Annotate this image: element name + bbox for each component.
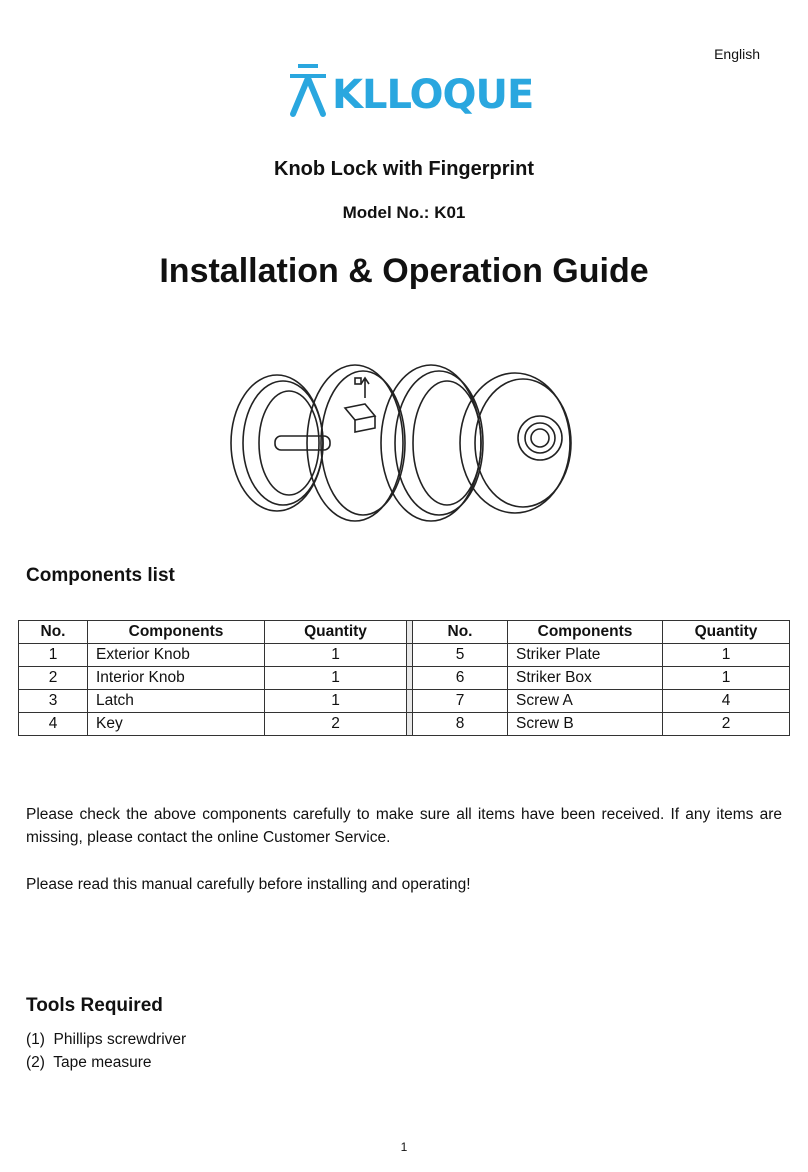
component-no: 8 — [413, 713, 508, 736]
column-header-components: Components — [508, 621, 663, 644]
table-row — [19, 690, 790, 713]
column-header-no: No. — [19, 621, 88, 644]
component-qty: 1 — [265, 667, 407, 690]
page-number: 1 — [400, 1140, 408, 1154]
component-qty: 1 — [265, 690, 407, 713]
column-header-components: Components — [88, 621, 265, 644]
table-row — [19, 644, 790, 667]
product-subtitle: Knob Lock with Fingerprint — [274, 158, 534, 180]
column-header-quantity: Quantity — [265, 621, 407, 644]
component-no: 7 — [413, 690, 508, 713]
component-name: Striker Plate — [508, 644, 663, 667]
language-label: English — [714, 46, 760, 62]
component-qty: 4 — [663, 690, 790, 713]
component-name: Latch — [88, 690, 265, 713]
components-heading: Components list — [26, 565, 175, 586]
component-qty: 1 — [663, 644, 790, 667]
column-header-no: No. — [413, 621, 508, 644]
list-item: (2) Tape measure — [26, 1054, 152, 1071]
page-title: Installation & Operation Guide — [159, 252, 649, 290]
list-item: (1) Phillips screwdriver — [26, 1031, 187, 1048]
check-components-note: Please check the above components carefully to make sure all items have been received. If any items are missing, please contact the online Customer Service. — [26, 806, 782, 846]
component-qty: 1 — [663, 667, 790, 690]
component-qty: 1 — [265, 644, 407, 667]
model-number: Model No.: K01 — [342, 203, 466, 222]
table-row — [19, 713, 790, 736]
logo-mark-icon — [288, 62, 334, 128]
brand-logo — [288, 62, 534, 128]
component-name: Key — [88, 713, 265, 736]
brand-name: KLLOQUE — [332, 72, 534, 118]
component-no: 5 — [413, 644, 508, 667]
tools-heading: Tools Required — [26, 995, 163, 1016]
component-no: 2 — [19, 667, 88, 690]
component-qty: 2 — [663, 713, 790, 736]
component-no: 1 — [19, 644, 88, 667]
component-name: Screw A — [508, 690, 663, 713]
component-qty: 2 — [265, 713, 407, 736]
component-no: 6 — [413, 667, 508, 690]
tools-list — [26, 1028, 186, 1074]
table-row — [19, 667, 790, 690]
component-no: 4 — [19, 713, 88, 736]
component-name: Striker Box — [508, 667, 663, 690]
table-header-row — [19, 621, 790, 644]
column-header-quantity: Quantity — [663, 621, 790, 644]
component-name: Screw B — [508, 713, 663, 736]
component-no: 3 — [19, 690, 88, 713]
components-table — [18, 620, 790, 736]
knob-lock-illustration — [225, 358, 585, 528]
read-manual-note: Please read this manual carefully before installing and operating! — [26, 876, 471, 893]
component-name: Interior Knob — [88, 667, 265, 690]
component-name: Exterior Knob — [88, 644, 265, 667]
